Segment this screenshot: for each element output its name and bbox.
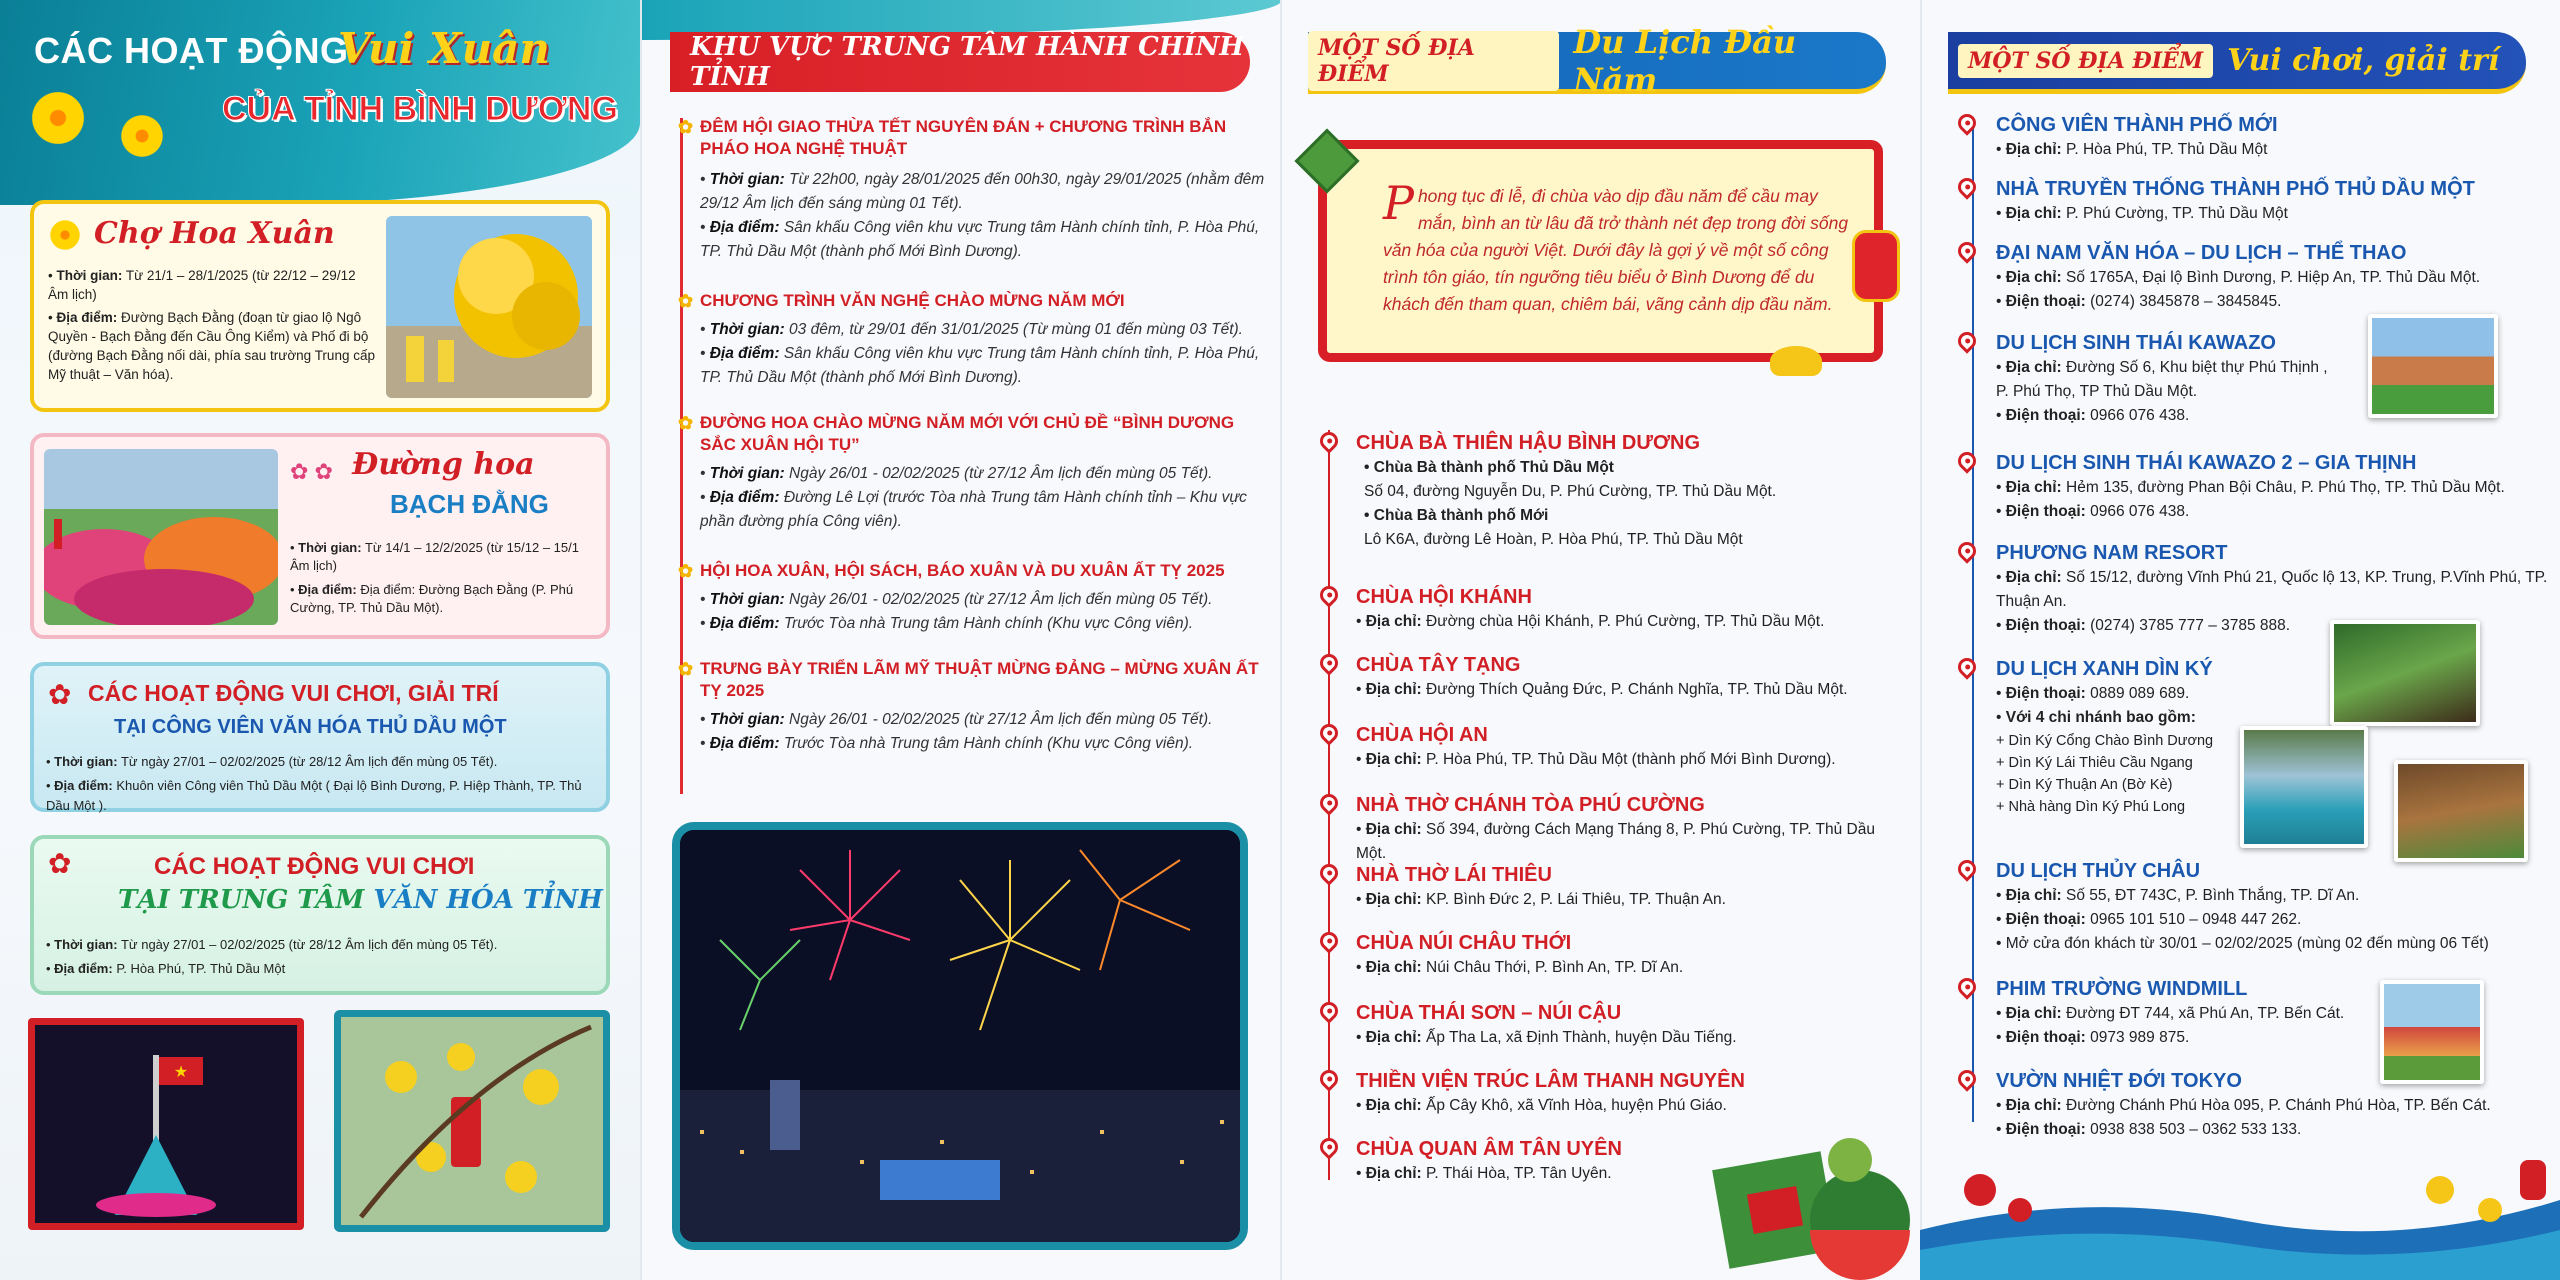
place-label: Địa điểm: [298, 582, 357, 597]
location-pin-icon [1316, 720, 1341, 745]
site-title: NHÀ THỜ CHÁNH TÒA PHÚ CƯỜNG [1356, 794, 1705, 816]
apricot-flower-icon [48, 218, 82, 252]
phone-label: Điện thoại: [2005, 503, 2086, 520]
opening-hours: Mở cửa đón khách từ 30/01 – 02/02/2025 (mùng 02 đến mùng 06 Tết) [2005, 935, 2489, 952]
place-address: Đường Số 6, Khu biệt thự Phú Thịnh , P. Phú Thọ, TP Thủ Dầu Một. [1996, 359, 2328, 400]
site-item: NHÀ THỜ LÁI THIÊU • Địa chỉ: KP. Bình Đức 2, P. Lái Thiêu, TP. Thuận An. [1320, 862, 1900, 912]
monument-night-photo [28, 1018, 304, 1230]
panel1-title-a: CÁC HOẠT ĐỘNG [34, 30, 349, 71]
time-label: Thời gian: [709, 171, 785, 188]
address-label: Địa chỉ: [2005, 141, 2062, 158]
phone-label: Điện thoại: [2005, 617, 2086, 634]
site-address: Núi Châu Thới, P. Bình An, TP. Dĩ An. [1426, 959, 1684, 976]
duong-hoa-place: Địa điểm: Đường Bạch Đằng (P. Phú Cường, TP. Thủ Dầu Một). [290, 582, 574, 615]
place-phone: 0966 076 438. [2090, 407, 2190, 424]
bottom-tet-decoration [1920, 1150, 2560, 1280]
site-item: NHÀ THỜ CHÁNH TÒA PHÚ CƯỜNG • Địa chỉ: Số 394, đường Cách Mạng Tháng 8, P. Phú Cường, TP. Thủ Dầu Một. [1320, 792, 1900, 866]
duong-hoa-details: • Thời gian: Từ 14/1 – 12/2/2025 (từ 15/12 – 15/1 Âm lịch) • Địa điểm: Địa điểm: Đường Bạch Đằng (P. Phú Cường, TP. Thủ Dầu Một). [290, 540, 579, 615]
event-place: Trước Tòa nhà Trung tâm Hành chính (Khu vực Công viên). [783, 615, 1194, 632]
panel1-title-b: Vui Xuân [338, 24, 550, 73]
place-label: Địa điểm: [709, 489, 780, 506]
site-address: Lô K6A, đường Lê Hoàn, P. Hòa Phú, TP. Thủ Dầu Một [1364, 531, 1743, 548]
time-label: Thời gian: [709, 711, 785, 728]
place-title: NHÀ TRUYỀN THỐNG THÀNH PHỐ THỦ DẦU MỘT [1996, 178, 2475, 200]
location-pin-icon [1954, 238, 1979, 263]
intro-paragraph: hong tục đi lễ, đi chùa vào dịp đầu năm để cầu may mắn, bình an từ lâu đã trở thành nét đẹp trong đời sống văn hóa của người Việt. Dưới đây là gợi ý về một số công trình tôn giáo, tín ngưỡng tiêu biểu ở Bình Dương để du khách đến tham quan, chiêm bái, vãng cảnh dịp đầu năm. [1383, 186, 1849, 314]
place-phone: 0938 838 503 – 0362 533 133. [2090, 1121, 2302, 1138]
phone-label: Điện thoại: [2005, 911, 2086, 928]
place-label: Địa điểm: [709, 615, 780, 632]
location-pin-icon [1954, 856, 1979, 881]
site-title: NHÀ THỜ LÁI THIÊU [1356, 864, 1552, 886]
dropcap: P [1383, 176, 1414, 230]
event-title: ✿ HỘI HOA XUÂN, HỘI SÁCH, BÁO XUÂN VÀ DU XUÂN ẤT TỴ 2025 [678, 560, 1268, 582]
site-address: P. Hòa Phú, TP. Thủ Dầu Một (thành phố Mới Bình Dương). [1426, 751, 1836, 768]
site-title: CHÙA THÁI SƠN – NÚI CẬU [1356, 1002, 1622, 1024]
cho-hoa-xuan-title: Chợ Hoa Xuân [94, 216, 335, 251]
event-item: ✿ TRƯNG BÀY TRIỂN LÃM MỸ THUẬT MỪNG ĐẢNG – MỪNG XUÂN ẤT TỴ 2025 • Thời gian: Ngày 26/01 - 02/02/2025 (từ 27/12 Âm lịch đến mùng 05 Tết). • Địa điểm: Trước Tòa nhà Trung tâm Hành chính (Khu vực Công viên). [678, 658, 1268, 756]
place-phone: 0965 101 510 – 0948 447 262. [2090, 911, 2302, 928]
location-pin-icon [1954, 1066, 1979, 1091]
place-item: DU LỊCH SINH THÁI KAWAZO • Địa chỉ: Đường Số 6, Khu biệt thự Phú Thịnh , P. Phú Thọ, TP Thủ Dầu Một. • Điện thoại: 0966 076 438. [1952, 330, 2342, 428]
place-title: VƯỜN NHIỆT ĐỚI TOKYO [1996, 1070, 2242, 1092]
place-address: P. Hòa Phú, TP. Thủ Dầu Một [2066, 141, 2268, 158]
place-address: Số 1765A, Đại lộ Bình Dương, P. Hiệp An, TP. Thủ Dầu Một. [2066, 269, 2481, 286]
address-label: Địa chỉ: [2005, 887, 2062, 904]
vui-choi-trung-tam-title: CÁC HOẠT ĐỘNG VUI CHƠI [154, 853, 475, 880]
tet-food-decoration [1700, 1100, 1920, 1280]
svg-text:★: ★ [173, 1064, 189, 1081]
event-title: ✿ CHƯƠNG TRÌNH VĂN NGHỆ CHÀO MỪNG NĂM MỚI [678, 290, 1268, 312]
location-pin-icon [1316, 790, 1341, 815]
du-lich-banner-b: Du Lịch Đầu Năm [1573, 22, 1797, 99]
place-title: DU LỊCH THỦY CHÂU [1996, 860, 2201, 882]
location-pin-icon [1954, 328, 1979, 353]
place-title: DU LỊCH SINH THÁI KAWAZO [1996, 332, 2276, 354]
location-pin-icon [1954, 448, 1979, 473]
site-item: CHÙA HỘI AN • Địa chỉ: P. Hòa Phú, TP. Thủ Dầu Một (thành phố Mới Bình Dương). [1320, 722, 1900, 772]
place-item: DU LỊCH SINH THÁI KAWAZO 2 – GIA THỊNH • Địa chỉ: Hẻm 135, đường Phan Bội Châu, P. Phú Thọ, TP. Thủ Dầu Một. • Điện thoại: 0966 076 438. [1952, 450, 2552, 524]
place-item: NHÀ TRUYỀN THỐNG THÀNH PHỐ THỦ DẦU MỘT • Địa chỉ: P. Phú Cường, TP. Thủ Dầu Một [1952, 176, 2552, 226]
branch-item: Nhà hàng Dìn Ký Phú Long [2008, 799, 2186, 815]
branch-item: Dìn Ký Cổng Chào Bình Dương [2008, 733, 2214, 749]
location-pin-icon [1954, 174, 1979, 199]
duong-hoa-box [30, 433, 610, 639]
address-label: Địa chỉ: [2005, 359, 2062, 376]
place-item: PHIM TRƯỜNG WINDMILL • Địa chỉ: Đường ĐT 744, xã Phú An, TP. Bến Cát. • Điện thoại: 0973 989 875. [1952, 976, 2372, 1050]
address-label: Địa chỉ: [1365, 1097, 1422, 1114]
event-item: ✿ CHƯƠNG TRÌNH VĂN NGHỆ CHÀO MỪNG NĂM MỚI • Thời gian: 03 đêm, từ 29/01 đến 31/01/2025 (Từ mùng 01 đến mùng 03 Tết). • Địa điểm: Sân khấu Công viên khu vực Trung tâm Hành chính tỉnh, P. Hòa Phú, TP. Thủ Dầu Một (thành phố Mới Bình Dương). [678, 290, 1268, 390]
trung-tam-banner-text: KHU VỰC TRUNG TÂM HÀNH CHÍNH TỈNH [690, 32, 1244, 92]
place-address: Đường ĐT 744, xã Phú An, TP. Bến Cát. [2066, 1005, 2345, 1022]
duong-hoa-title-script: Đường hoa [352, 447, 535, 482]
site-address: Đường chùa Hội Khánh, P. Phú Cường, TP. Thủ Dầu Một. [1426, 613, 1825, 630]
site-address: KP. Bình Đức 2, P. Lái Thiêu, TP. Thuận An. [1426, 891, 1726, 908]
location-pin-icon [1954, 110, 1979, 135]
phone-label: Điện thoại: [2005, 1121, 2086, 1138]
cho-hoa-xuan-time: Từ 21/1 – 28/1/2025 (từ 22/12 – 29/12 Âm lịch) [48, 268, 356, 302]
site-address: Đường Thích Quảng Đức, P. Chánh Nghĩa, TP. Thủ Dầu Một. [1426, 681, 1848, 698]
address-label: Địa chỉ: [1365, 1029, 1422, 1046]
location-pin-icon [1316, 650, 1341, 675]
vui-choi-trung-tam-place: P. Hòa Phú, TP. Thủ Dầu Một [116, 961, 286, 976]
site-subtitle: Chùa Bà thành phố Thủ Dầu Một [1373, 459, 1614, 476]
place-phone: (0274) 3845878 – 3845845. [2090, 293, 2282, 310]
place-title: DU LỊCH SINH THÁI KAWAZO 2 – GIA THỊNH [1996, 452, 2417, 474]
site-address: P. Thái Hòa, TP. Tân Uyên. [1426, 1165, 1612, 1182]
place-item: PHƯƠNG NAM RESORT • Địa chỉ: Số 15/12, đường Vĩnh Phú 21, Quốc lộ 13, KP. Trung, P.Vĩnh Phú, TP. Thuận An. • Điện thoại: (0274) 3785 777 – 3785 888. [1952, 540, 2552, 638]
time-label: Thời gian: [709, 465, 785, 482]
event-place: Đường Lê Lợi (trước Tòa nhà Trung tâm Hành chính tỉnh – Khu vực phần đường phía Công viên). [700, 489, 1247, 530]
du-lich-banner-a: MỘT SỐ ĐỊA ĐIỂM [1308, 31, 1559, 91]
site-item: CHÙA TÂY TẠNG • Địa chỉ: Đường Thích Quảng Đức, P. Chánh Nghĩa, TP. Thủ Dầu Một. [1320, 652, 1900, 702]
event-title: ✿ ĐÊM HỘI GIAO THỪA TẾT NGUYÊN ĐÁN + CHƯƠNG TRÌNH BẮN PHÁO HOA NGHỆ THUẬT [678, 116, 1268, 160]
site-address: Số 394, đường Cách Mạng Tháng 8, P. Phú Cường, TP. Thủ Dầu Một. [1356, 821, 1875, 862]
cho-hoa-xuan-place: Đường Bạch Đằng (đoạn từ giao lộ Ngô Quyền - Bạch Đằng đến Cầu Ông Kiểm) và Phố đi bộ (đường Bạch Đằng nối dài, phía sau trường Trung cấp Mỹ thuật – Văn hóa). [48, 310, 375, 382]
site-title: THIỀN VIỆN TRÚC LÂM THANH NGUYÊN [1356, 1070, 1745, 1092]
site-title: CHÙA NÚI CHÂU THỚI [1356, 932, 1572, 954]
din-ky-photo-1 [2330, 620, 2480, 726]
phone-label: Điện thoại: [2005, 407, 2086, 424]
vui-choi-cong-vien-place: Khuôn viên Công viên Thủ Dầu Một ( Đại lộ Bình Dương, P. Hiệp Thành, TP. Thủ Dầu Một ). [46, 778, 582, 813]
phone-label: Điện thoại: [2005, 293, 2086, 310]
address-label: Địa chỉ: [1365, 821, 1422, 838]
place-address: Số 55, ĐT 743C, P. Bình Thắng, TP. Dĩ An. [2066, 887, 2360, 904]
place-phone: 0973 989 875. [2090, 1029, 2190, 1046]
kawazo-photo [2368, 314, 2498, 418]
location-pin-icon [1316, 928, 1341, 953]
place-item: DU LỊCH THỦY CHÂU • Địa chỉ: Số 55, ĐT 743C, P. Bình Thắng, TP. Dĩ An. • Điện thoại: 0965 101 510 – 0948 447 262. • Mở cửa đón khách từ 30/01 – 02/02/2025 (mùng 02 đến mùng 06 Tết) [1952, 858, 2552, 956]
place-title: ĐẠI NAM VĂN HÓA – DU LỊCH – THỂ THAO [1996, 242, 2407, 264]
phone-label: Điện thoại: [2005, 1029, 2086, 1046]
apricot-blossom-photo [334, 1010, 610, 1232]
place-item: ĐẠI NAM VĂN HÓA – DU LỊCH – THỂ THAO • Địa chỉ: Số 1765A, Đại lộ Bình Dương, P. Hiệp An, TP. Thủ Dầu Một. • Điện thoại: (0274) 3845878 – 3845845. [1952, 240, 2552, 314]
event-time: Ngày 26/01 - 02/02/2025 (từ 27/12 Âm lịch đến mùng 05 Tết). [789, 711, 1213, 728]
panel1-title-c: CỦA TỈNH BÌNH DƯƠNG [222, 90, 618, 128]
address-label: Địa chỉ: [2005, 569, 2062, 586]
cherry-blossom-icon: ✿ [48, 848, 72, 879]
place-item: CÔNG VIÊN THÀNH PHỐ MỚI • Địa chỉ: P. Hòa Phú, TP. Thủ Dầu Một [1952, 112, 2552, 162]
fireworks-photo [672, 822, 1248, 1250]
branch-item: Dìn Ký Thuận An (Bờ Kè) [2008, 777, 2173, 793]
site-item: CHÙA THÁI SƠN – NÚI CẬU • Địa chỉ: Ấp Tha La, xã Định Thành, huyện Dầu Tiếng. [1320, 1000, 1900, 1050]
branches-label: Với 4 chi nhánh bao gồm: [2005, 709, 2196, 726]
site-item: THIỀN VIỆN TRÚC LÂM THANH NGUYÊN • Địa chỉ: Ấp Cây Khô, xã Vĩnh Hòa, huyện Phú Giáo. [1320, 1068, 1900, 1118]
event-time: Ngày 26/01 - 02/02/2025 (từ 27/12 Âm lịch đến mùng 05 Tết). [789, 591, 1213, 608]
place-phone: (0274) 3785 777 – 3785 888. [2090, 617, 2291, 634]
place-label: Địa điểm: [54, 778, 113, 793]
panel-vui-xuan [0, 0, 640, 1280]
address-label: Địa chỉ: [2005, 269, 2062, 286]
din-ky-photo-2 [2240, 726, 2368, 848]
flower-market-photo [386, 216, 592, 398]
place-phone: 0889 089 689. [2090, 685, 2190, 702]
event-time: Từ 22h00, ngày 28/01/2025 đến 00h30, ngày 29/01/2025 (nhằm đêm 29/12 Âm lịch đến sáng mùng 01 Tết). [700, 171, 1265, 212]
flower-street-photo [44, 449, 278, 625]
address-label: Địa chỉ: [1365, 1165, 1422, 1182]
time-label: Thời gian: [56, 268, 123, 283]
place-title: PHƯƠNG NAM RESORT [1996, 542, 2228, 564]
vui-choi-trung-tam-subtitle [118, 885, 603, 915]
place-label: Địa điểm: [709, 219, 780, 236]
event-time: 03 đêm, từ 29/01 đến 31/01/2025 (Từ mùng 01 đến mùng 03 Tết). [789, 321, 1243, 338]
site-title: CHÙA HỘI AN [1356, 724, 1488, 746]
location-pin-icon [1954, 538, 1979, 563]
du-lich-intro-box [1318, 140, 1883, 362]
time-label: Thời gian: [709, 321, 785, 338]
address-label: Địa chỉ: [1365, 751, 1422, 768]
din-ky-photo-3 [2394, 760, 2528, 862]
place-item: DU LỊCH XANH DÌN KÝ • Điện thoại: 0889 089 689. • Với 4 chi nhánh bao gồm: + Dìn Ký Cổng Chào Bình Dương + Dìn Ký Lái Thiêu Cầu Ngang + Dìn Ký Thuận An (Bờ Kè) + Nhà hàng Dìn Ký Phú Long [1952, 656, 2282, 818]
trung-tam-label: TẠI TRUNG TÂM [118, 885, 365, 915]
vui-choi-cong-vien-box [30, 662, 610, 812]
location-pin-icon [1954, 654, 1979, 679]
site-subtitle: Chùa Bà thành phố Mới [1373, 507, 1549, 524]
location-pin-icon [1316, 582, 1341, 607]
lantern-icon [1852, 230, 1900, 302]
vui-choi-cong-vien-time: Từ ngày 27/01 – 02/02/2025 (từ 28/12 Âm lịch đến mùng 05 Tết). [120, 754, 498, 769]
site-item: CHÙA HỘI KHÁNH • Địa chỉ: Đường chùa Hội Khánh, P. Phú Cường, TP. Thủ Dầu Một. [1320, 584, 1900, 634]
location-pin-icon [1316, 998, 1341, 1023]
site-item: CHÙA NÚI CHÂU THỚI • Địa chỉ: Núi Châu Thới, P. Bình An, TP. Dĩ An. [1320, 930, 1900, 980]
place-item: VƯỜN NHIỆT ĐỚI TOKYO • Địa chỉ: Đường Chánh Phú Hòa 095, P. Chánh Phú Hòa, TP. Bến Cát. • Điện thoại: 0938 838 503 – 0362 533 133. [1952, 1068, 2552, 1142]
phone-label: Điện thoại: [2005, 685, 2086, 702]
vui-choi-trung-tam-time: Từ ngày 27/01 – 02/02/2025 (từ 28/12 Âm lịch đến mùng 05 Tết). [120, 937, 498, 952]
van-hoa-tinh-label: VĂN HÓA TỈNH [373, 885, 603, 915]
place-address: Đường Chánh Phú Hòa 095, P. Chánh Phú Hòa, TP. Bến Cát. [2066, 1097, 2491, 1114]
site-address: Ấp Cây Khô, xã Vĩnh Hòa, huyện Phú Giáo. [1426, 1097, 1727, 1114]
duong-hoa-title-main: BẠCH ĐẰNG [390, 489, 549, 519]
event-place: Trước Tòa nhà Trung tâm Hành chính (Khu vực Công viên). [783, 735, 1194, 752]
site-title: CHÙA TÂY TẠNG [1356, 654, 1521, 676]
place-title: DU LỊCH XANH DÌN KÝ [1996, 658, 2213, 680]
event-title: ✿ TRƯNG BÀY TRIỂN LÃM MỸ THUẬT MỪNG ĐẢNG – MỪNG XUÂN ẤT TỴ 2025 [678, 658, 1268, 702]
time-label: Thời gian: [54, 937, 118, 952]
time-label: Thời gian: [54, 754, 118, 769]
site-title: CHÙA HỘI KHÁNH [1356, 586, 1532, 608]
address-label: Địa chỉ: [1365, 681, 1422, 698]
address-label: Địa chỉ: [1365, 959, 1422, 976]
place-address: Hẻm 135, đường Phan Bội Châu, P. Phú Thọ, TP. Thủ Dầu Một. [2066, 479, 2505, 496]
event-item: ✿ ĐÊM HỘI GIAO THỪA TẾT NGUYÊN ĐÁN + CHƯƠNG TRÌNH BẮN PHÁO HOA NGHỆ THUẬT • Thời gian: Từ 22h00, ngày 28/01/2025 đến 00h30, ngày 29/01/2025 (nhằm đêm 29/12 Âm lịch đến sáng mùng 01 Tết). • Địa điểm: Sân khấu Công viên khu vực Trung tâm Hành chính tỉnh, P. Hòa Phú, TP. Thủ Dầu Một (thành phố Mới Bình Dương). [678, 116, 1268, 264]
site-address: Số 04, đường Nguyễn Du, P. Phú Cường, TP. Thủ Dầu Một. [1364, 483, 1777, 500]
address-label: Địa chỉ: [2005, 205, 2062, 222]
du-lich-intro-text [1383, 176, 1853, 318]
place-label: Địa điểm: [56, 310, 118, 325]
apricot-flower-icon [118, 112, 166, 160]
event-item: ✿ ĐƯỜNG HOA CHÀO MỪNG NĂM MỚI VỚI CHỦ ĐỀ “BÌNH DƯƠNG SẮC XUÂN HỘI TỤ” • Thời gian: Ngày 26/01 - 02/02/2025 (từ 27/12 Âm lịch đến mùng 05 Tết). • Địa điểm: Đường Lê Lợi (trước Tòa nhà Trung tâm Hành chính tỉnh – Khu vực phần đường phía Công viên). [678, 412, 1268, 534]
location-pin-icon [1316, 1134, 1341, 1159]
apricot-flower-icon [28, 88, 88, 148]
site-item: CHÙA BÀ THIÊN HẬU BÌNH DƯƠNG • Chùa Bà thành phố Thủ Dầu Một Số 04, đường Nguyễn Du, P. Phú Cường, TP. Thủ Dầu Một. • Chùa Bà thành phố Mới Lô K6A, đường Lê Hoàn, P. Hòa Phú, TP. Thủ Dầu Một [1320, 430, 1900, 552]
location-pin-icon [1316, 1066, 1341, 1091]
address-label: Địa chỉ: [2005, 1005, 2062, 1022]
du-lich-banner [1308, 22, 1886, 99]
location-pin-icon [1954, 974, 1979, 999]
place-title: CÔNG VIÊN THÀNH PHỐ MỚI [1996, 114, 2278, 136]
address-label: Địa chỉ: [1365, 613, 1422, 630]
event-item: ✿ HỘI HOA XUÂN, HỘI SÁCH, BÁO XUÂN VÀ DU XUÂN ẤT TỴ 2025 • Thời gian: Ngày 26/01 - 02/02/2025 (từ 27/12 Âm lịch đến mùng 05 Tết). • Địa điểm: Trước Tòa nhà Trung tâm Hành chính (Khu vực Công viên). [678, 560, 1268, 636]
vui-choi-cong-vien-details: • Thời gian: Từ ngày 27/01 – 02/02/2025 (từ 28/12 Âm lịch đến mùng 05 Tết). • Địa điểm: Khuôn viên Công viên Thủ Dầu Một ( Đại lộ Bình Dương, P. Hiệp Thành, TP. Thủ Dầu Một ). [46, 754, 582, 813]
cho-hoa-xuan-box [30, 200, 610, 412]
event-title: ✿ ĐƯỜNG HOA CHÀO MỪNG NĂM MỚI VỚI CHỦ ĐỀ “BÌNH DƯƠNG SẮC XUÂN HỘI TỤ” [678, 412, 1268, 456]
place-title: PHIM TRƯỜNG WINDMILL [1996, 978, 2248, 1000]
gold-ingot-icon [1770, 346, 1822, 376]
vui-choi-banner [1948, 32, 2526, 94]
time-label: Thời gian: [298, 540, 362, 555]
place-phone: 0966 076 438. [2090, 503, 2190, 520]
site-title: CHÙA BÀ THIÊN HẬU BÌNH DƯƠNG [1356, 432, 1701, 454]
vui-choi-banner-a: MỘT SỐ ĐỊA ĐIỂM [1958, 44, 2213, 78]
place-address: P. Phú Cường, TP. Thủ Dầu Một [2066, 205, 2288, 222]
duong-hoa-time: Từ 14/1 – 12/2/2025 (từ 15/12 – 15/1 Âm lịch) [290, 540, 579, 573]
vui-choi-trung-tam-box [30, 835, 610, 995]
site-title: CHÙA QUAN ÂM TÂN UYÊN [1356, 1138, 1622, 1160]
location-pin-icon [1316, 428, 1341, 453]
location-pin-icon [1316, 860, 1341, 885]
site-item: CHÙA QUAN ÂM TÂN UYÊN • Địa chỉ: P. Thái Hòa, TP. Tân Uyên. [1320, 1136, 1900, 1186]
vui-choi-banner-b: Vui chơi, giải trí [2227, 43, 2500, 78]
place-label: Địa điểm: [709, 735, 780, 752]
place-label: Địa điểm: [54, 961, 113, 976]
cherry-blossom-icon: ✿ [48, 679, 72, 710]
vui-choi-cong-vien-subtitle: TẠI CÔNG VIÊN VĂN HÓA THỦ DẦU MỘT [114, 716, 507, 738]
address-label: Địa chỉ: [1365, 891, 1422, 908]
cherry-blossom-icon: ✿ ✿ [290, 459, 333, 484]
address-label: Địa chỉ: [2005, 479, 2062, 496]
trung-tam-banner [670, 32, 1250, 92]
branch-item: Dìn Ký Lái Thiêu Cầu Ngang [2008, 755, 2193, 771]
site-address: Ấp Tha La, xã Định Thành, huyện Dầu Tiếng. [1426, 1029, 1737, 1046]
cho-hoa-xuan-details: • Thời gian: Từ 21/1 – 28/1/2025 (từ 22/12 – 29/12 Âm lịch) • Địa điểm: Đường Bạch Đằng (đoạn từ giao lộ Ngô Quyền - Bạch Đằng đến Cầu Ông Kiểm) và Phố đi bộ (đường Bạch Đằng nối dài, phía sau trường Trung cấp Mỹ thuật – Văn hóa). [48, 268, 375, 382]
event-time: Ngày 26/01 - 02/02/2025 (từ 27/12 Âm lịch đến mùng 05 Tết). [789, 465, 1213, 482]
time-label: Thời gian: [709, 591, 785, 608]
vui-choi-trung-tam-details: • Thời gian: Từ ngày 27/01 – 02/02/2025 (từ 28/12 Âm lịch đến mùng 05 Tết). • Địa điểm: P. Hòa Phú, TP. Thủ Dầu Một [46, 937, 498, 976]
event-place: Sân khấu Công viên khu vực Trung tâm Hành chính tỉnh, P. Hòa Phú, TP. Thủ Dầu Một (thành phố Mới Bình Dương). [700, 345, 1260, 386]
event-place: Sân khấu Công viên khu vực Trung tâm Hành chính tỉnh, P. Hòa Phú, TP. Thủ Dầu Một (thành phố Mới Bình Dương). [700, 219, 1260, 260]
place-address: Số 15/12, đường Vĩnh Phú 21, Quốc lộ 13, KP. Trung, P.Vĩnh Phú, TP. Thuận An. [1996, 569, 2548, 610]
place-label: Địa điểm: [709, 345, 780, 362]
vui-choi-cong-vien-title: CÁC HOẠT ĐỘNG VUI CHƠI, GIẢI TRÍ [88, 680, 499, 706]
address-label: Địa chỉ: [2005, 1097, 2062, 1114]
